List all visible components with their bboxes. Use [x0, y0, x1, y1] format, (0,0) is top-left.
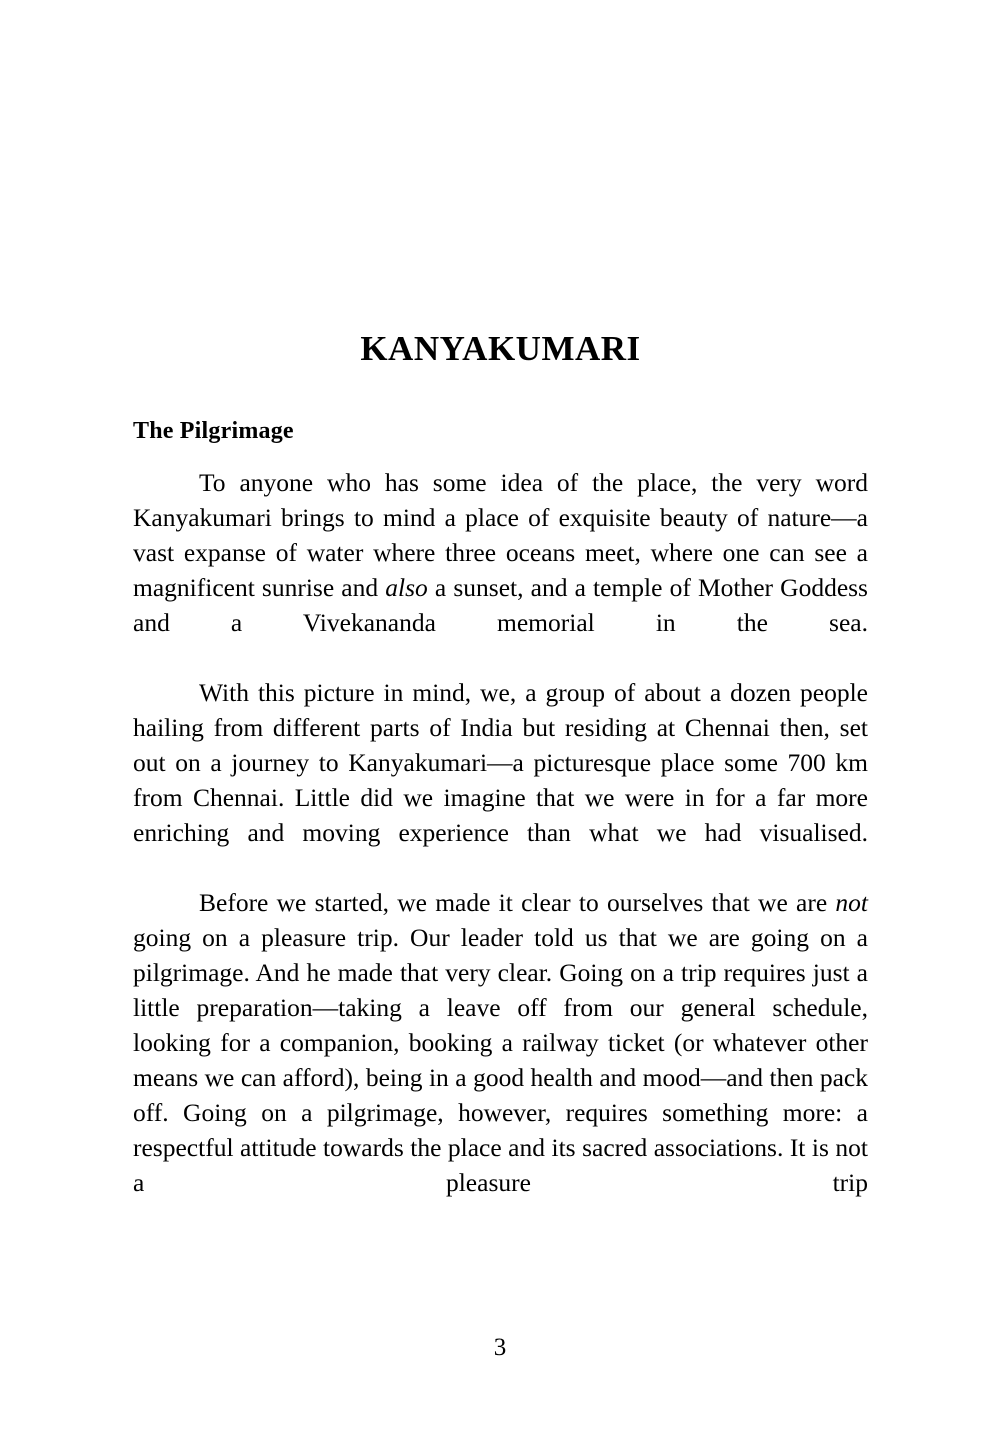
body-text: [133, 465, 868, 1235]
chapter-title: KANYAKUMARI: [360, 329, 641, 368]
paragraph-para-1: To anyone who has some idea of the place, the very word Kanyakumari brings to mind a place of exquisite beauty of nature—a vast expanse of water where three oceans meet, where one can see a magnificent sunrise and also a sunset, and a temple of Mother Goddess and a Vivekananda memorial in the sea.: [133, 468, 868, 638]
section-heading: The Pilgrimage: [133, 417, 294, 444]
paragraph-para-3: Before we started, we made it clear to ourselves that we are not going on a pleasure trip. Our leader told us that we are going on a pilgrimage. And he made that very clear. Going on a trip requires just a little preparation—taking a leave off from our general schedule, looking for a companion, booking a railway ticket (or whatever other means we can afford), being in a good health and mood—and then pack off. Going on a pilgrimage, however, requires something more: a respectful attitude towards the place and its sacred associations. It is not a pleasure trip: [133, 888, 868, 1198]
page-content: [133, 330, 868, 1235]
paragraph-para-2: With this picture in mind, we, a group of about a dozen people hailing from different parts of India but residing at Chennai then, set out on a journey to Kanyakumari—a picturesque place some 700 km from Chennai. Little did we imagine that we were in for a far more enriching and moving experience than what we had visualised.: [133, 678, 868, 848]
emphasis-text: also: [385, 573, 428, 603]
page-number: 3: [493, 1334, 507, 1361]
emphasis-text: not: [835, 888, 868, 918]
